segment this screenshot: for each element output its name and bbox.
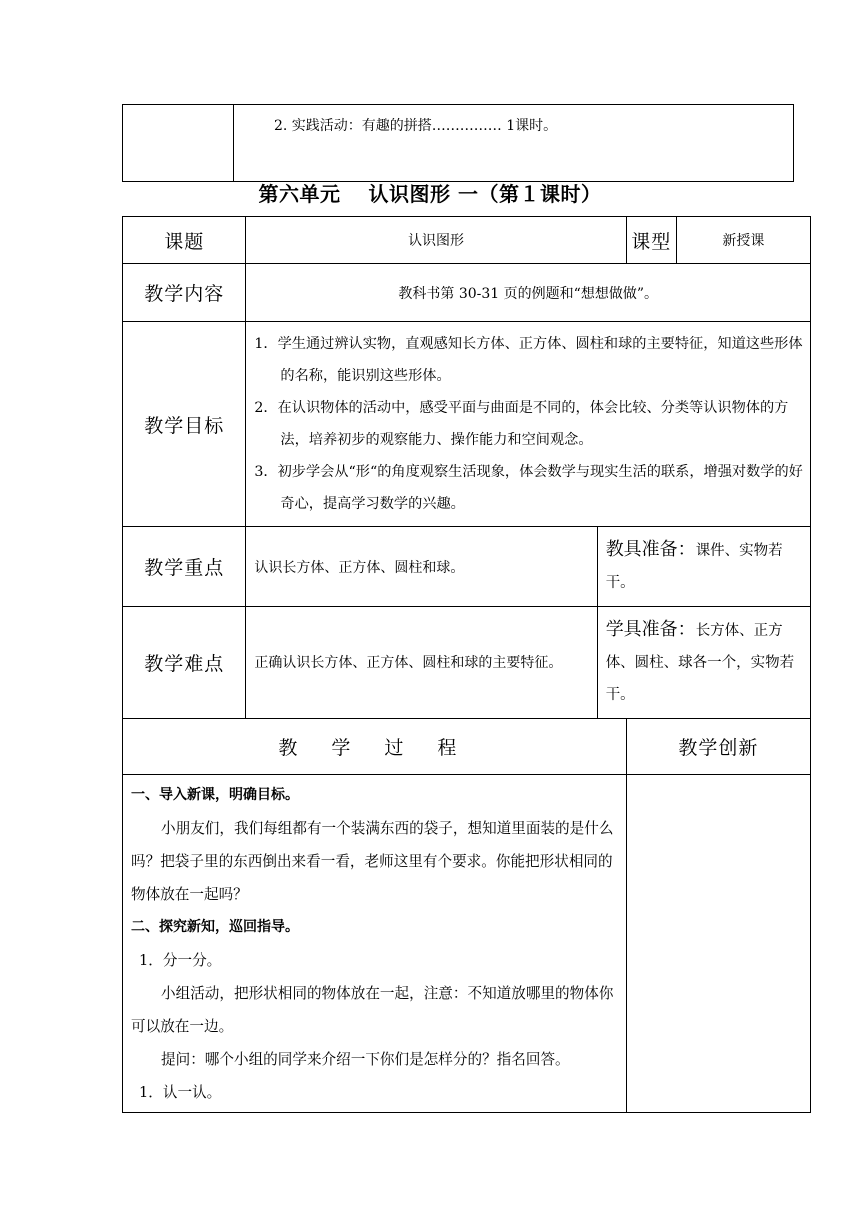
student-tools-label: 学具准备：	[605, 619, 696, 640]
type-value: 新授课	[676, 217, 810, 264]
empty-cell	[123, 105, 234, 182]
content-value: 教科书第 30-31 页的例题和“想想做做”。	[246, 264, 811, 322]
type-label: 课型	[626, 217, 676, 264]
topic-label: 课题	[123, 217, 246, 264]
teaching-tools-value: 课件、实物若干。	[605, 543, 783, 591]
step-item: 1．认一认。	[139, 1084, 222, 1101]
innovation-cell	[626, 775, 810, 1113]
goal-item: 2．在认识物体的活动中，感受平面与曲面是不同的，体会比较、分类等认识物体的方法，培养初步的观察能力、操作能力和空间观念。	[254, 400, 789, 448]
goal-item: 3．初步学会从“形“的角度观察生活现象，体会数学与现实生活的联系，增强对数学的好奇心，提高学习数学的兴趣。	[254, 464, 803, 512]
unit-heading: 第六单元 认识图形 一（第１课时）	[258, 182, 602, 206]
goals-label: 教学目标	[123, 322, 246, 527]
lesson-plan-table	[122, 216, 811, 1113]
difficulty-label: 教学难点	[123, 607, 246, 719]
goals-list	[246, 322, 811, 527]
section-heading: 一、导入新课，明确目标。	[131, 787, 299, 803]
difficulty-value: 正确认识长方体、正方体、圆柱和球的主要特征。	[246, 607, 597, 719]
section-heading: 二、探究新知，巡回指导。	[131, 919, 299, 935]
innovation-header: 教学创新	[626, 719, 810, 775]
process-header: 教 学 过 程	[123, 719, 627, 775]
activity-item: 2. 实践活动：有趣的拼搭…………… 1课时。	[234, 105, 794, 182]
step-item: 1．分一分。	[139, 952, 222, 969]
student-tools	[597, 607, 810, 719]
student-tools-value: 长方体、正方体、圆柱、球各一个，实物若干。	[605, 623, 795, 703]
teaching-tools-label: 教具准备：	[605, 539, 696, 560]
goal-item: 1．学生通过辨认实物，直观感知长方体、正方体、圆柱和球的主要特征，知道这些形体的名称，能识别这些形体。	[254, 336, 803, 384]
paragraph: 提问：哪个小组的同学来介绍一下你们是怎样分的？指名回答。	[161, 1051, 570, 1068]
key-label: 教学重点	[123, 527, 246, 607]
key-value: 认识长方体、正方体、圆柱和球。	[246, 527, 597, 607]
previous-table-fragment	[122, 104, 794, 182]
teaching-tools	[597, 527, 810, 607]
topic-value: 认识图形	[246, 217, 626, 264]
process-body	[123, 775, 627, 1113]
paragraph: 小朋友们，我们每组都有一个装满东西的袋子，想知道里面装的是什么吗？把袋子里的东西倒出来看一看，老师这里有个要求。你能把形状相同的物体放在一起吗？	[131, 820, 614, 903]
paragraph: 小组活动，把形状相同的物体放在一起，注意：不知道放哪里的物体你可以放在一边。	[131, 985, 614, 1035]
content-label: 教学内容	[123, 264, 246, 322]
